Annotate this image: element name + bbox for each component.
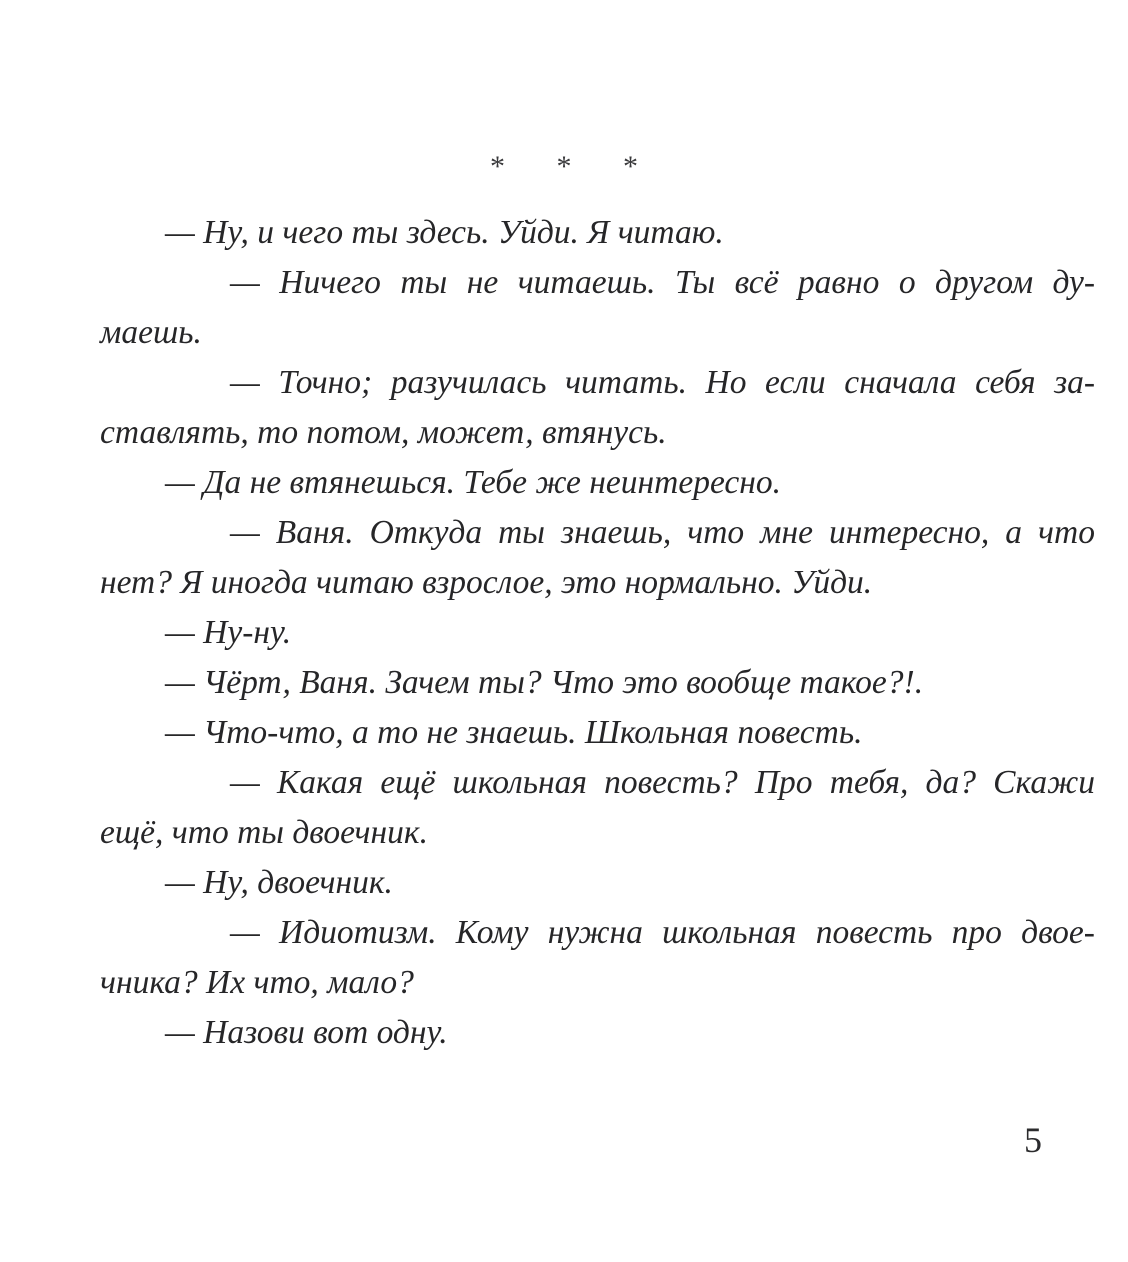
paragraph: [100, 358, 1096, 458]
paragraph: [100, 458, 1030, 508]
word-gap: [643, 908, 662, 958]
word-gap: [437, 908, 456, 958]
word: если: [765, 364, 826, 401]
text-line: ставлять, то потом, может, втянусь.: [100, 414, 667, 451]
word: себя: [975, 364, 1036, 401]
word: интересно,: [829, 514, 990, 551]
word-gap: [715, 258, 734, 308]
word: разучилась: [390, 364, 547, 401]
word-gap: [260, 358, 279, 408]
word-gap: [372, 358, 391, 408]
word-gap: [447, 258, 466, 308]
word: читать.: [565, 364, 687, 401]
word: мне: [760, 514, 814, 551]
dialogue-dash: —: [230, 914, 260, 951]
word: Кому: [455, 914, 529, 951]
word: что: [1038, 514, 1095, 551]
word-gap: [989, 508, 1005, 558]
word-gap: [813, 758, 830, 808]
word-gap: [957, 358, 976, 408]
word-gap: [260, 258, 279, 308]
word-gap: [744, 508, 760, 558]
word-gap: [778, 258, 797, 308]
paragraph: [100, 258, 1096, 358]
word-gap: [1002, 908, 1021, 958]
text-line: [165, 258, 1095, 308]
paragraph: [100, 758, 1096, 858]
word-gap: [671, 508, 687, 558]
word-gap: [746, 358, 765, 408]
word: Но: [705, 364, 747, 401]
word-gap: [976, 758, 993, 808]
word: всё: [734, 264, 779, 301]
word-gap: [381, 258, 400, 308]
word-gap: [260, 908, 279, 958]
text-line: — Да не втянешься. Тебе же неинтересно.: [165, 464, 782, 501]
text-line: нет? Я иногда читаю взрослое, это нормально. Уйди.: [100, 564, 873, 601]
word-gap: [260, 508, 276, 558]
word: знаешь,: [561, 514, 672, 551]
word: Скажи: [993, 764, 1096, 801]
word: равно: [797, 264, 880, 301]
dialogue-dash: —: [230, 364, 260, 401]
word: повесть: [815, 914, 933, 951]
text-line: чника? Их что, мало?: [100, 964, 414, 1001]
text-line: — Ну, и чего ты здесь. Уйди. Я читаю.: [165, 214, 724, 251]
text-line: — Что-что, а то не знаешь. Школьная повесть.: [165, 714, 863, 751]
paragraph: [100, 908, 1095, 1008]
page-body-text: [100, 208, 1096, 1058]
word: школьная: [662, 914, 797, 951]
word: Идиотизм.: [279, 914, 437, 951]
dialogue-dash: —: [230, 764, 260, 801]
word-gap: [363, 758, 380, 808]
word-gap: [879, 258, 898, 308]
word: что: [687, 514, 745, 551]
word: а: [1005, 514, 1023, 551]
text-line: [165, 758, 1095, 808]
paragraph: [100, 858, 1030, 908]
word: сначала: [844, 364, 957, 401]
text-line: — Ну-ну.: [165, 614, 292, 651]
word-gap: [1033, 258, 1052, 308]
text-line: ещё, что ты двоечник.: [100, 814, 428, 851]
text-line: [165, 358, 1095, 408]
word-gap: [587, 758, 604, 808]
word-gap: [916, 258, 935, 308]
word: нужна: [547, 914, 643, 951]
word-gap: [826, 358, 845, 408]
word-gap: [813, 508, 829, 558]
word: ты: [400, 264, 448, 301]
paragraph: [100, 508, 1095, 608]
word-gap: [908, 758, 925, 808]
text-line: [165, 508, 1095, 558]
text-line: — Ну, двоечник.: [165, 864, 393, 901]
word: не: [466, 264, 499, 301]
word: тебя,: [829, 764, 909, 801]
word: ду-: [1052, 264, 1096, 301]
word: двое-: [1021, 914, 1095, 951]
text-line: [165, 908, 1095, 958]
word-gap: [1022, 508, 1038, 558]
word-gap: [498, 258, 517, 308]
word-gap: [738, 758, 755, 808]
paragraph: [100, 708, 1030, 758]
word-gap: [796, 908, 815, 958]
text-line: — Чёрт, Ваня. Зачем ты? Что это вообще такое?!.: [165, 664, 924, 701]
word: Точно;: [278, 364, 373, 401]
word: про: [951, 914, 1002, 951]
word-gap: [687, 358, 706, 408]
word: о: [898, 264, 916, 301]
paragraph: [100, 658, 1030, 708]
word-gap: [547, 358, 566, 408]
word-gap: [545, 508, 561, 558]
dialogue-dash: —: [230, 514, 260, 551]
word: Откуда: [369, 514, 483, 551]
paragraph: [100, 208, 1030, 258]
word: Про: [754, 764, 813, 801]
word: ты: [498, 514, 545, 551]
word: Какая: [276, 764, 364, 801]
word: да?: [925, 764, 976, 801]
word-gap: [1036, 358, 1055, 408]
word-gap: [435, 758, 452, 808]
text-line: маешь.: [100, 314, 202, 351]
text-line: — Назови вот одну.: [165, 1014, 448, 1051]
word-gap: [482, 508, 498, 558]
word-gap: [260, 758, 277, 808]
word: Ты: [675, 264, 716, 301]
word-gap: [932, 908, 951, 958]
paragraph: [100, 608, 1030, 658]
word: школьная: [452, 764, 587, 801]
word: за-: [1054, 364, 1096, 401]
section-separator-asterisks: * * *: [490, 150, 660, 183]
word-gap: [656, 258, 675, 308]
word-gap: [528, 908, 547, 958]
word: Ничего: [279, 264, 381, 301]
dialogue-dash: —: [230, 264, 260, 301]
word-gap: [354, 508, 370, 558]
word: ещё: [380, 764, 436, 801]
word: другом: [935, 264, 1034, 301]
word: повесть?: [604, 764, 738, 801]
word: Ваня.: [275, 514, 354, 551]
page-number: 5: [1024, 1120, 1042, 1160]
word: читаешь.: [517, 264, 656, 301]
paragraph: [100, 1008, 1030, 1058]
